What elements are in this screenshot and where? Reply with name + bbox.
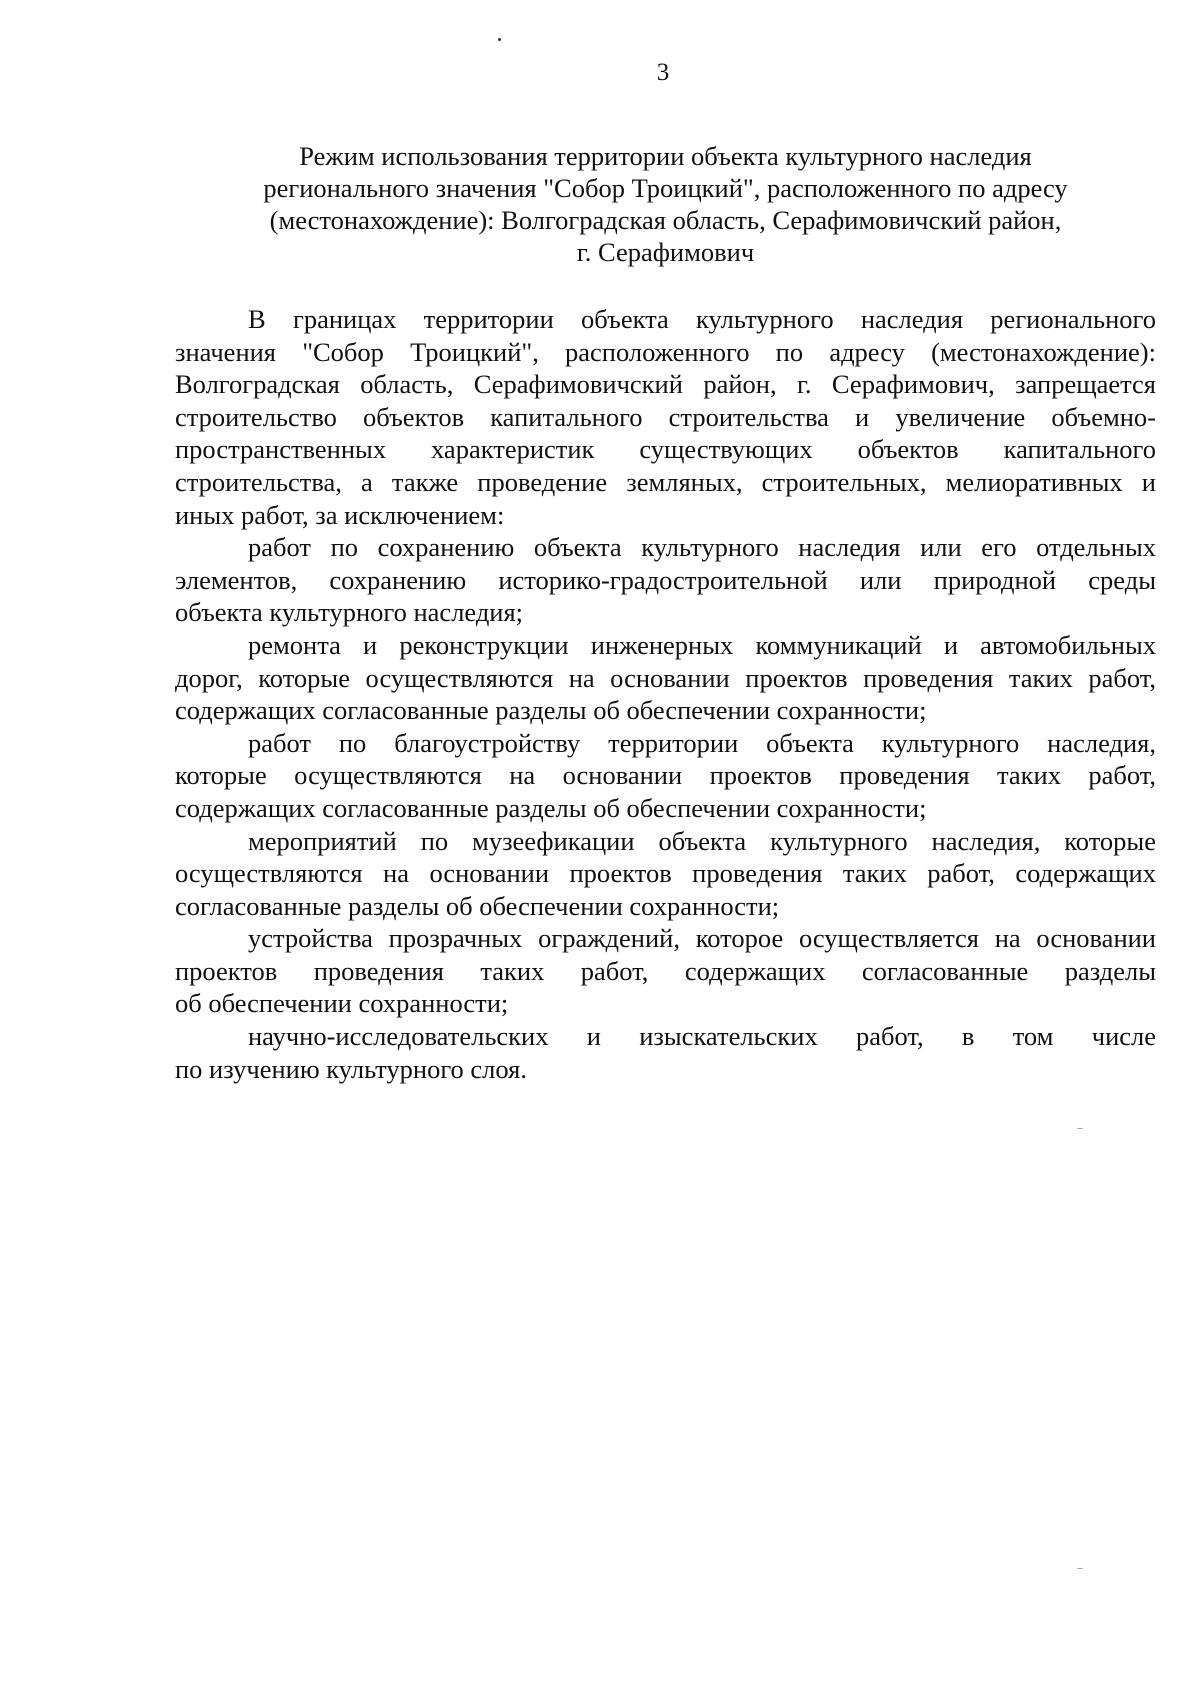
body-line: устройства прозрачных ограждений, которое осуществляется на основании [248,923,1156,954]
title-line: (местонахождение): Волгоградская область, Серафимовичский район, [269,205,1062,235]
title-line: г. Серафимович [576,237,755,267]
body-line: содержащих согласованные разделы об обеспечении сохранности; [175,695,927,726]
title-line: регионального значения "Собор Троицкий", расположенного по адресу [263,173,1068,203]
scan-speck [498,38,501,41]
body-line: элементов, сохранению историко-градостроительной или природной среды [175,564,1156,595]
body-line: В границах территории объекта культурного наследия регионального [248,304,1156,334]
body-line: мероприятий по музеефикации объекта культурного наследия, которые [248,825,1156,856]
body-line: дорог, которые осуществляются на основании проектов проведения таких работ, [175,662,1156,693]
document-body [175,303,1156,1085]
body-line: объекта культурного наследия; [175,597,524,628]
body-line: строительства, а также проведение земляных, строительных, мелиоративных и [175,466,1156,497]
body-line: научно-исследовательских и изыскательских работ, в том числе [248,1021,1156,1052]
body-line: ремонта и реконструкции инженерных коммуникаций и автомобильных [248,629,1156,660]
body-line: Волгоградская область, Серафимовичский район, г. Серафимович, запрещается [175,369,1156,400]
body-line: осуществляются на основании проектов проведения таких работ, содержащих [175,858,1156,889]
title-line: Режим использования территории объекта культурного наследия [299,141,1032,171]
body-line: работ по благоустройству территории объекта культурного наследия, [248,727,1156,758]
body-line: об обеспечении сохранности; [175,988,509,1019]
body-line: строительство объектов капитального строительства и увеличение объемно- [175,401,1156,432]
body-line: согласованные разделы об обеспечении сохранности; [175,890,780,921]
scan-speck [1077,1568,1083,1569]
body-line: содержащих согласованные разделы об обеспечении сохранности; [175,792,927,823]
body-line: работ по сохранению объекта культурного наследия или его отдельных [248,532,1156,563]
body-line: по изучению культурного слоя. [175,1053,527,1084]
document-title [175,140,1156,268]
page-number: 3 [656,59,670,86]
body-line: которые осуществляются на основании проектов проведения таких работ, [175,760,1156,791]
body-line: пространственных характеристик существующих объектов капитального [175,434,1156,465]
body-line: иных работ, за исключением: [175,499,505,530]
body-line: проектов проведения таких работ, содержащих согласованные разделы [175,955,1156,986]
body-line: значения "Собор Троицкий", расположенного по адресу (местонахождение): [175,336,1156,367]
scan-speck [1077,1128,1083,1129]
